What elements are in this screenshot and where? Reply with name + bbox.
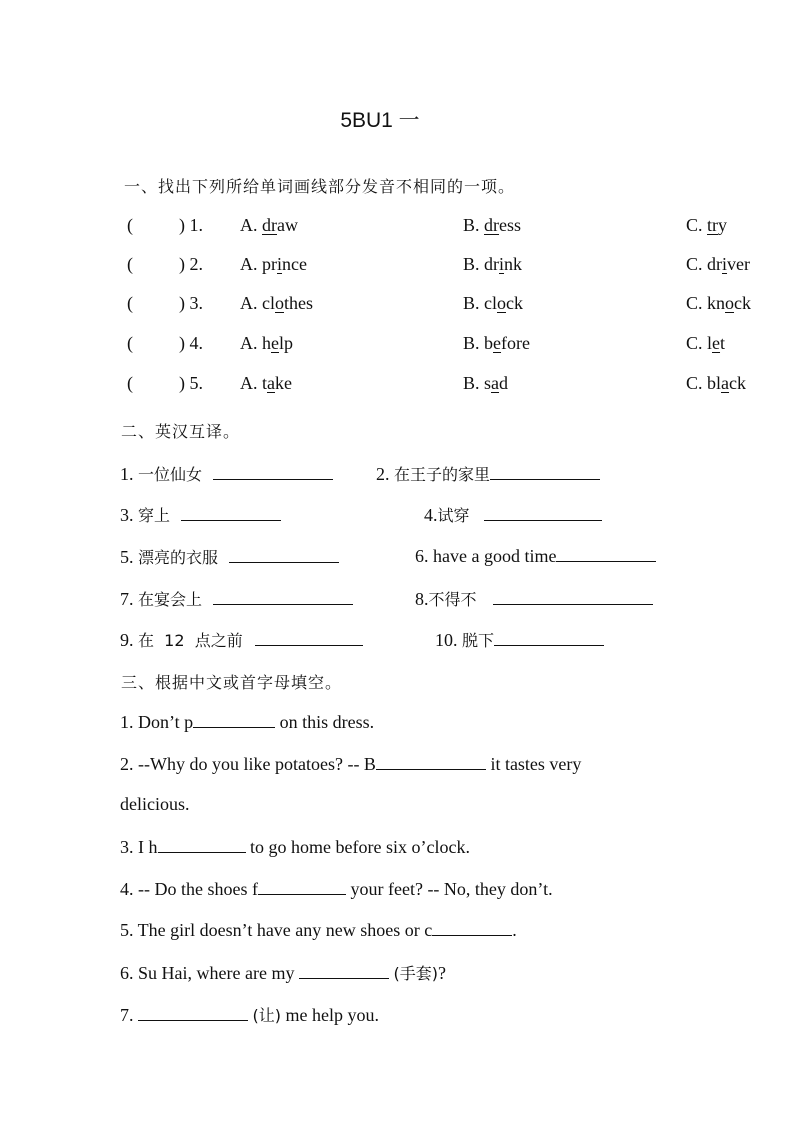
fill-item-1: 1. Don’t p on this dress.	[120, 712, 375, 732]
option-a: A. help	[240, 333, 294, 353]
option-c: C. black	[686, 373, 747, 393]
answer-bracket[interactable]: (	[127, 293, 133, 313]
fill-item-2-continuation: delicious.	[120, 794, 190, 814]
option-c: C. let	[686, 333, 726, 353]
answer-blank[interactable]	[484, 504, 602, 521]
answer-blank[interactable]	[193, 711, 275, 728]
answer-blank[interactable]	[494, 629, 604, 646]
answer-blank[interactable]	[376, 753, 486, 770]
fill-item-7: 7. (让) me help you.	[120, 1005, 379, 1025]
section2-heading: 二、英汉互译。	[121, 422, 241, 441]
section1-heading: 一、找出下列所给单词画线部分发音不相同的一项。	[124, 177, 516, 196]
translation-item-5: 5. 漂亮的衣服	[120, 545, 339, 568]
answer-blank[interactable]	[556, 545, 656, 562]
answer-blank[interactable]	[255, 629, 363, 646]
question-number: ) 1.	[179, 215, 203, 235]
option-b: B. dress	[463, 215, 522, 235]
answer-blank[interactable]	[258, 878, 346, 895]
answer-bracket[interactable]: (	[127, 373, 133, 393]
option-b: B. drink	[463, 254, 523, 274]
option-a: A. draw	[240, 215, 298, 235]
question-number: ) 4.	[179, 333, 203, 353]
question-number: ) 5.	[179, 373, 203, 393]
fill-item-6: 6. Su Hai, where are my (手套)?	[120, 963, 446, 983]
answer-blank[interactable]	[229, 546, 339, 563]
answer-blank[interactable]	[432, 919, 512, 936]
answer-blank[interactable]	[181, 504, 281, 521]
translation-item-4: 4.试穿	[424, 503, 602, 526]
option-c: C. knock	[686, 293, 752, 313]
fill-item-3: 3. I h to go home before six o’clock.	[120, 837, 470, 857]
fill-item-5: 5. The girl doesn’t have any new shoes or c .	[120, 920, 517, 940]
fill-item-2: 2. --Why do you like potatoes? -- B it tastes very	[120, 754, 582, 774]
answer-bracket[interactable]: (	[127, 254, 133, 274]
option-a: A. take	[240, 373, 292, 393]
worksheet-title: 5BU1 一	[340, 109, 420, 132]
option-c: C. try	[686, 215, 728, 235]
answer-blank[interactable]	[213, 463, 333, 480]
fill-item-4: 4. -- Do the shoes f your feet? -- No, they don’t.	[120, 879, 553, 899]
translation-item-3: 3. 穿上	[120, 503, 281, 526]
answer-blank[interactable]	[158, 836, 246, 853]
answer-blank[interactable]	[299, 962, 389, 979]
translation-item-2: 2. 在王子的家里	[376, 462, 600, 485]
answer-blank[interactable]	[138, 1004, 248, 1021]
translation-item-6: 6. have a good time	[415, 545, 656, 567]
answer-blank[interactable]	[213, 588, 353, 605]
question-number: ) 2.	[179, 254, 203, 274]
translation-item-9: 9. 在 12 点之前	[120, 628, 363, 651]
option-a: A. clothes	[240, 293, 313, 313]
option-b: B. before	[463, 333, 530, 353]
answer-blank[interactable]	[493, 588, 653, 605]
answer-blank[interactable]	[490, 463, 600, 480]
question-number: ) 3.	[179, 293, 203, 313]
answer-bracket[interactable]: (	[127, 333, 133, 353]
translation-item-10: 10. 脱下	[435, 628, 604, 651]
option-b: B. clock	[463, 293, 523, 313]
translation-item-7: 7. 在宴会上	[120, 587, 353, 610]
section3-heading: 三、根据中文或首字母填空。	[121, 673, 343, 692]
option-c: C. driver	[686, 254, 750, 274]
option-b: B. sad	[463, 373, 509, 393]
translation-item-8: 8.不得不	[415, 587, 653, 610]
answer-bracket[interactable]: (	[127, 215, 133, 235]
option-a: A. prince	[240, 254, 307, 274]
translation-item-1: 1. 一位仙女	[120, 462, 333, 485]
